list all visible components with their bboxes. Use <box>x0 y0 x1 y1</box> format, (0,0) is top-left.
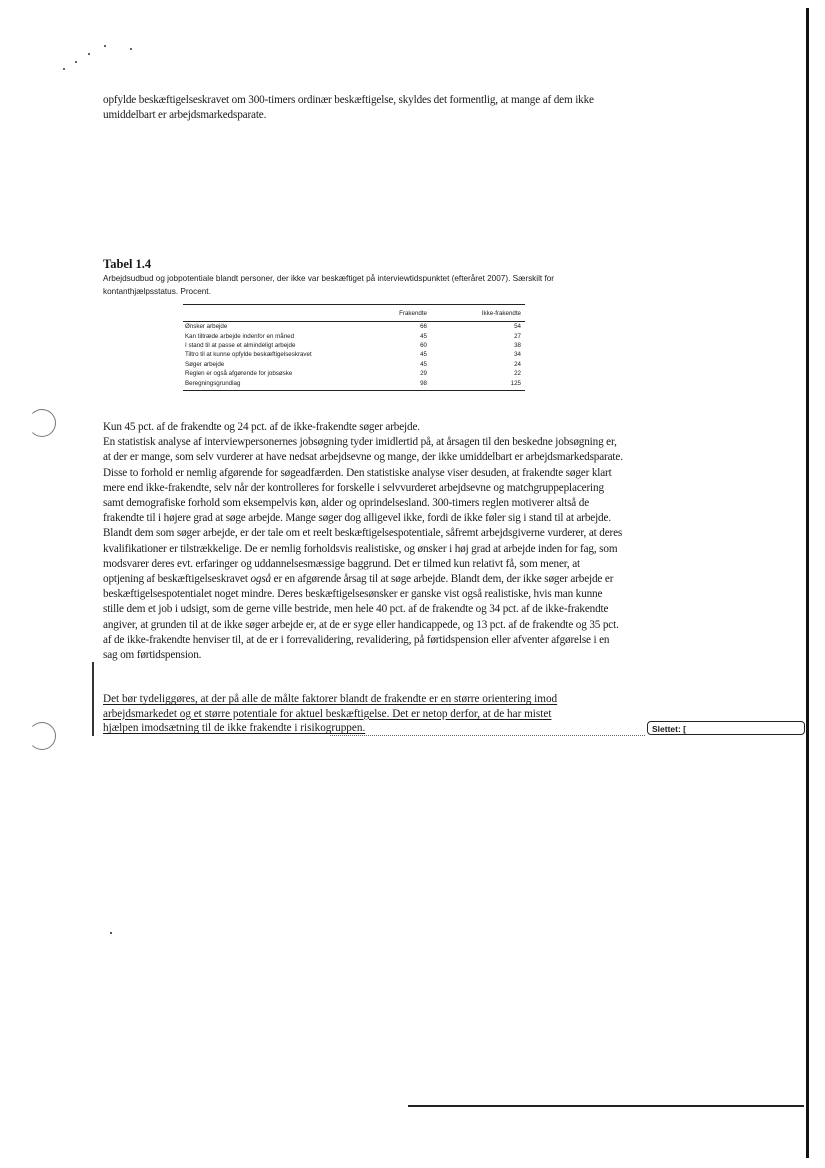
deletion-comment-balloon[interactable]: Slettet: [ <box>647 721 805 735</box>
cell-frakendte: 98 <box>420 379 427 387</box>
body-text <box>103 420 623 663</box>
cell-frakendte: 60 <box>420 341 427 349</box>
margin-comment-marker <box>28 409 56 437</box>
cell-ikke-frakendte: 125 <box>510 379 521 387</box>
cell-ikke-frakendte: 38 <box>514 341 521 349</box>
comment-leader-line <box>330 735 645 736</box>
cell-frakendte: 45 <box>420 351 427 359</box>
row-label: Kan tiltræde arbejde indenfor en måned <box>185 332 295 340</box>
body-paragraph-3 <box>103 526 623 663</box>
scan-edge-line <box>806 8 809 1158</box>
intro-paragraph: opfylde beskæftigelseskravet om 300-timers ordinær beskæftigelse, skyldes det formentlig, at mange af dem ikke umiddelbart er arbejdsmarkedsparate. <box>103 94 594 122</box>
row-label: Reglen er også afgørende for jobsøske <box>185 370 293 378</box>
emphasis-word: også <box>250 573 271 586</box>
cell-frakendte: 45 <box>420 332 427 340</box>
cell-ikke-frakendte: 24 <box>514 360 521 368</box>
scan-speck <box>110 932 112 934</box>
row-label: Ønsker arbejde <box>185 323 228 331</box>
row-label: Søger arbejde <box>185 360 225 368</box>
change-bar <box>92 662 94 736</box>
cell-frakendte: 45 <box>420 360 427 368</box>
footnote-rule <box>408 1105 804 1107</box>
cell-ikke-frakendte: 22 <box>514 370 521 378</box>
margin-comment-marker <box>28 722 56 750</box>
table-row <box>183 369 525 378</box>
table-row <box>183 350 525 359</box>
table-row <box>183 378 525 387</box>
row-label: I stand til at passe et almindeligt arbejde <box>185 341 296 349</box>
cell-ikke-frakendte: 54 <box>514 323 521 331</box>
table-row <box>183 341 525 350</box>
cell-ikke-frakendte: 34 <box>514 351 521 359</box>
table-header <box>183 305 525 322</box>
cell-frakendte: 29 <box>420 370 427 378</box>
cell-frakendte: 66 <box>420 323 427 331</box>
table-row <box>183 322 525 331</box>
table-row <box>183 360 525 369</box>
body-paragraph-1: Kun 45 pct. af de frakendte og 24 pct. af de ikke-frakendte søger arbejde. <box>103 421 420 433</box>
body-paragraph-3-start: Blandt dem som søger arbejde, er der tale om et reelt beskæftigelsespotentiale, såfremt arbejdsgiverne vurderer, at deres kvalifikationer er tilstrækkelige. De er nemlig forholdsvis realistiske, og ønsker i høj grad at arbejde inden for fag, som modsvarer deres evt. erfaringer og uddannelsesmæssige baggrund. Det er tilmed kun relativt få, som mener, at optjening af beskæftigelseskravet <box>103 527 623 586</box>
cell-ikke-frakendte: 27 <box>514 332 521 340</box>
row-label: Tiltro til at kunne opfylde beskæftigelseskravet <box>185 351 312 359</box>
body-paragraph-2: En statistisk analyse af interviewpersonernes jobsøgning tyder imidlertid på, at årsagen til den beskedne jobsøgning er, at der er mange, som selv vurderer at have nedsat arbejdsevne og mange, der ikke umiddelbart er arbejdsmarkedsparate. Disse to forhold er nemlig afgørende for søgeadfærden. Den statistiske analyse viser desuden, at frakendte søger klart mere end ikke-frakendte, selv når der kontrolleres for forskelle i selvvurderet arbejdsevne og matchgruppeplacering samt demografiske forhold som eksempelvis køn, alder og oprindelsesland. 300-timers reglen motiverer altså de frakendte til i højere grad at søge arbejde. Mange søger dog alligevel ikke, fordi de ikke føler sig i stand til at arbejde. <box>103 436 623 525</box>
data-table <box>183 304 525 391</box>
table-title: Tabel 1.4 <box>103 257 152 271</box>
header-cell: Frakendte <box>399 309 427 317</box>
header-cell: Ikke-frakendte <box>481 309 521 317</box>
table-caption: Arbejdsudbud og jobpotentiale blandt personer, der ikke var beskæftiget på interviewtidspunktet (efteråret 2007). Særskilt for kontanthjælpsstatus. Procent. <box>103 274 555 296</box>
row-label: Beregningsgrundlag <box>185 379 241 387</box>
table-row <box>183 331 525 340</box>
tracked-insertion: Det bør tydeliggøres, at der på alle de målte faktorer blandt de frakendte er en større orientering imod arbejdsmarkedet og et større potentiale for aktuel beskæftigelse. Det er netop derfor, at de har mistet hjælpen imodsætning til de ikke frakendte i risikogruppen. <box>103 693 558 735</box>
body-paragraph-3-end: er en afgørende årsag til at søge arbejde. Blandt dem, der ikke søger arbejde er beskæftigelsespotentialet noget mindre. Deres beskæftigelsesønsker er ganske vist også realistiske, hvis man kunne stille dem et job i udsigt, som de gerne ville bestride, men hele 40 pct. af de frakendte og 34 pct. af de ikke-frakendte angiver, at grunden til at de ikke søger arbejde er, at de er syge eller handicappede, og 13 pct. af de frakendte og 35 pct. af de ikke-frakendte henviser til, at de er i forrevalidering, revalidering, på førtidspension eller afventer afgørelse i en sag om førtidspension. <box>103 573 619 662</box>
